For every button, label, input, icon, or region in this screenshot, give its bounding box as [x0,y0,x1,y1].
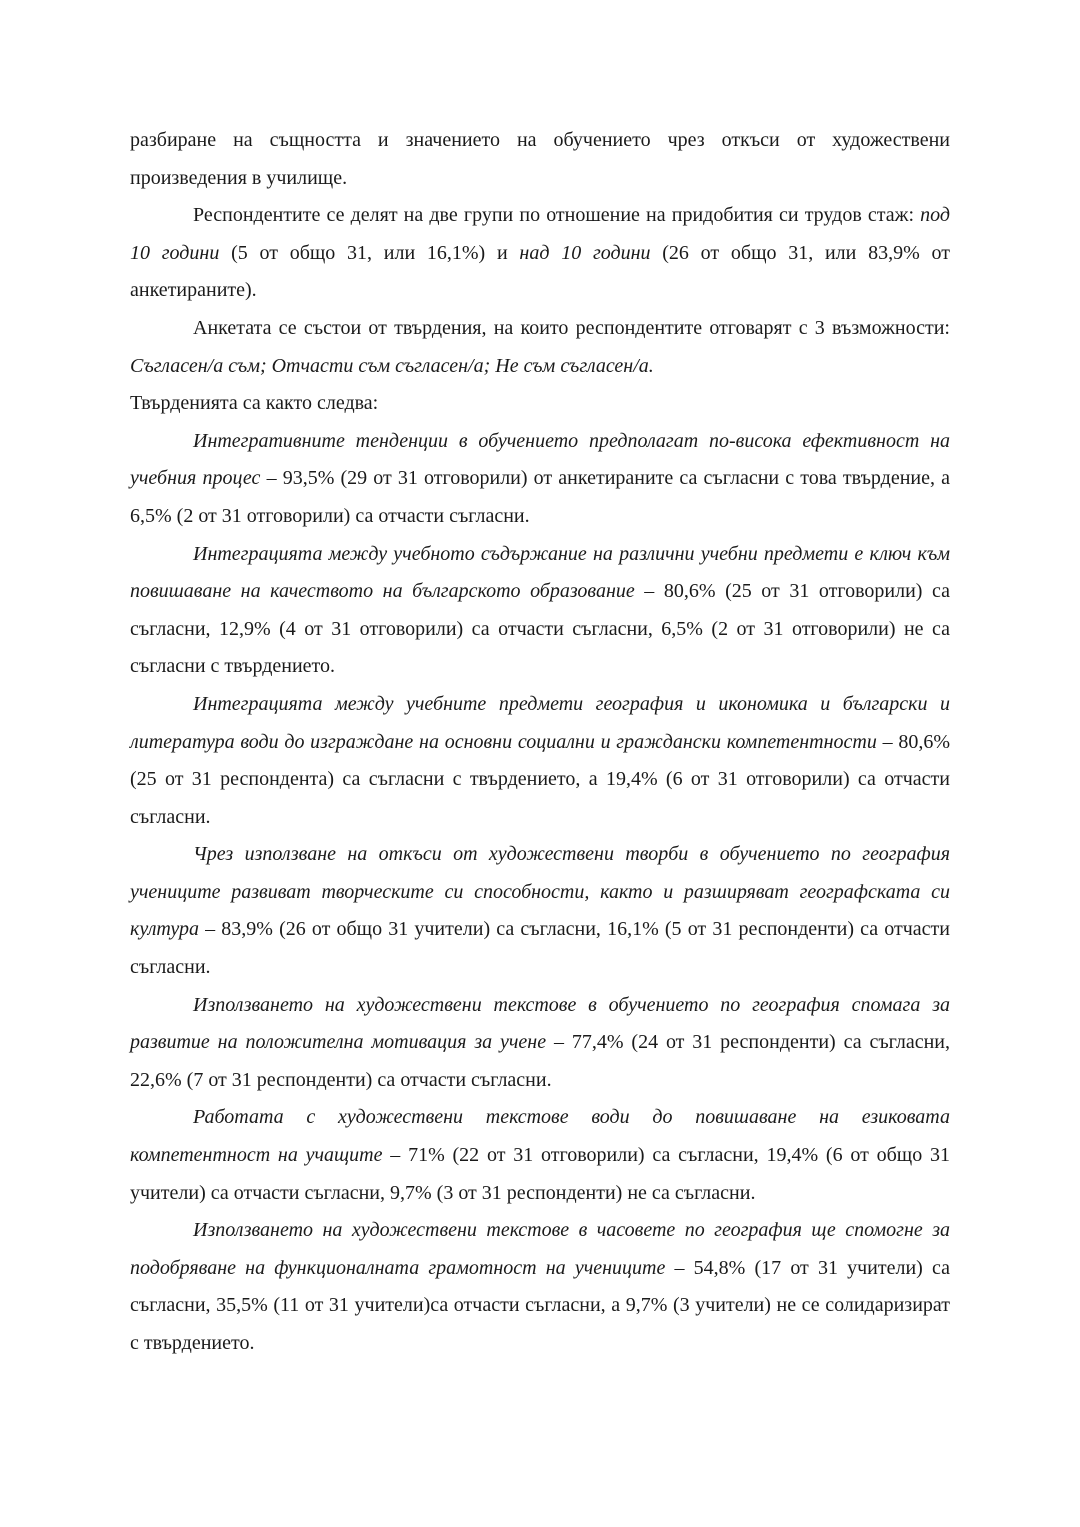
text-run: Твърденията са както следва: [130,392,379,415]
statement-5 [130,987,950,1100]
paragraph-statements-heading [130,385,950,423]
statement-4 [130,836,950,986]
statement-text: Интеграцията между учебните предмети география и икономика и български и литература води до изграждане на основни социални и граждански компетентности [130,692,950,753]
statement-text: Чрез използване на откъси от художествени творби в обучението по география учениците развиват творческите си способности, както и разширяват географската си култура [130,843,950,941]
statement-result: – 54,8% (17 от 31 учители) са съгласни, 35,5% (11 от 31 учители)са отчасти съгласни, а 9,7% (3 учители) не се солидаризират с твърдението. [130,1256,950,1354]
text-run: Респондентите се делят на две групи по отношение на придобития си трудов стаж: [193,204,921,227]
statement-text: Интеграцията между учебното съдържание на различни учебни предмети е ключ към повишаване на качеството на българското образование [130,542,950,603]
statement-text: Използването на художествени текстове в обучението по география спомага за развитие на положителна мотивация за учене [130,993,950,1054]
text-run: разбиране на същността и значението на обучението чрез откъси от художествени произведения в училище. [130,129,950,189]
statement-result: – 93,5% (29 от 31 отговорили) от анкетираните са съгласни с това твърдение, а 6,5% (2 от 31 отговорили) са отчасти съгласни. [130,467,951,527]
statement-text: Интегративните тенденции в обучението предполагат по-висока ефективност на учебния процес [130,429,950,490]
statement-result: – 83,9% (26 от общо 31 учители) са съгласни, 16,1% (5 от 31 респонденти) са отчасти съгласни. [130,918,950,979]
paragraph-respondent-groups [130,197,950,310]
statement-1 [130,423,950,536]
text-run: (5 от общо 31, или 16,1%) и [219,241,520,264]
statement-result: – 80,6% (25 от 31 респондента) са съгласни с твърдението, а 19,4% (6 от 31 отговорили) са отчасти съгласни. [130,730,950,828]
document-page [130,122,950,1363]
group-label-over-10: над 10 години [519,241,651,264]
paragraph-intro-continuation [130,122,950,197]
text-run: Анкетата се състои от твърдения, на които респондентите отговарят с 3 възможности: [193,316,950,339]
text-run: (26 от общо 31, или 83,9% от анкетираните). [130,241,950,302]
statement-text: Работата с художествени текстове води до повишаване на езиковата компетентност на учащите [130,1106,950,1167]
statement-text: Използването на художествени текстове в часовете по география ще спомогне за подобряване на функционалната грамотност на учениците [130,1219,950,1279]
answer-options: Съгласен/а съм; Отчасти съм съгласен/а; Не съм съгласен/а. [130,354,654,377]
statement-result: – 80,6% (25 от 31 отговорили) са съгласни, 12,9% (4 от 31 отговорили) са отчасти съгласни, 6,5% (2 от 31 отговорили) не са съгласни с твърдението. [130,580,950,678]
statement-7 [130,1212,950,1362]
statement-6 [130,1099,950,1212]
statement-result: – 77,4% (24 от 31 респонденти) са съгласни, 22,6% (7 от 31 респонденти) са отчасти съгласни. [130,1031,950,1091]
group-label-under-10: под 10 години [130,204,950,264]
statement-result: – 71% (22 от 31 отговорили) са съгласни, 19,4% (6 от общо 31 учители) са отчасти съгласни, 9,7% (3 от 31 респонденти) не са съгласни. [130,1144,950,1204]
paragraph-survey-format [130,310,950,385]
statement-2 [130,536,950,686]
statement-3 [130,686,950,836]
